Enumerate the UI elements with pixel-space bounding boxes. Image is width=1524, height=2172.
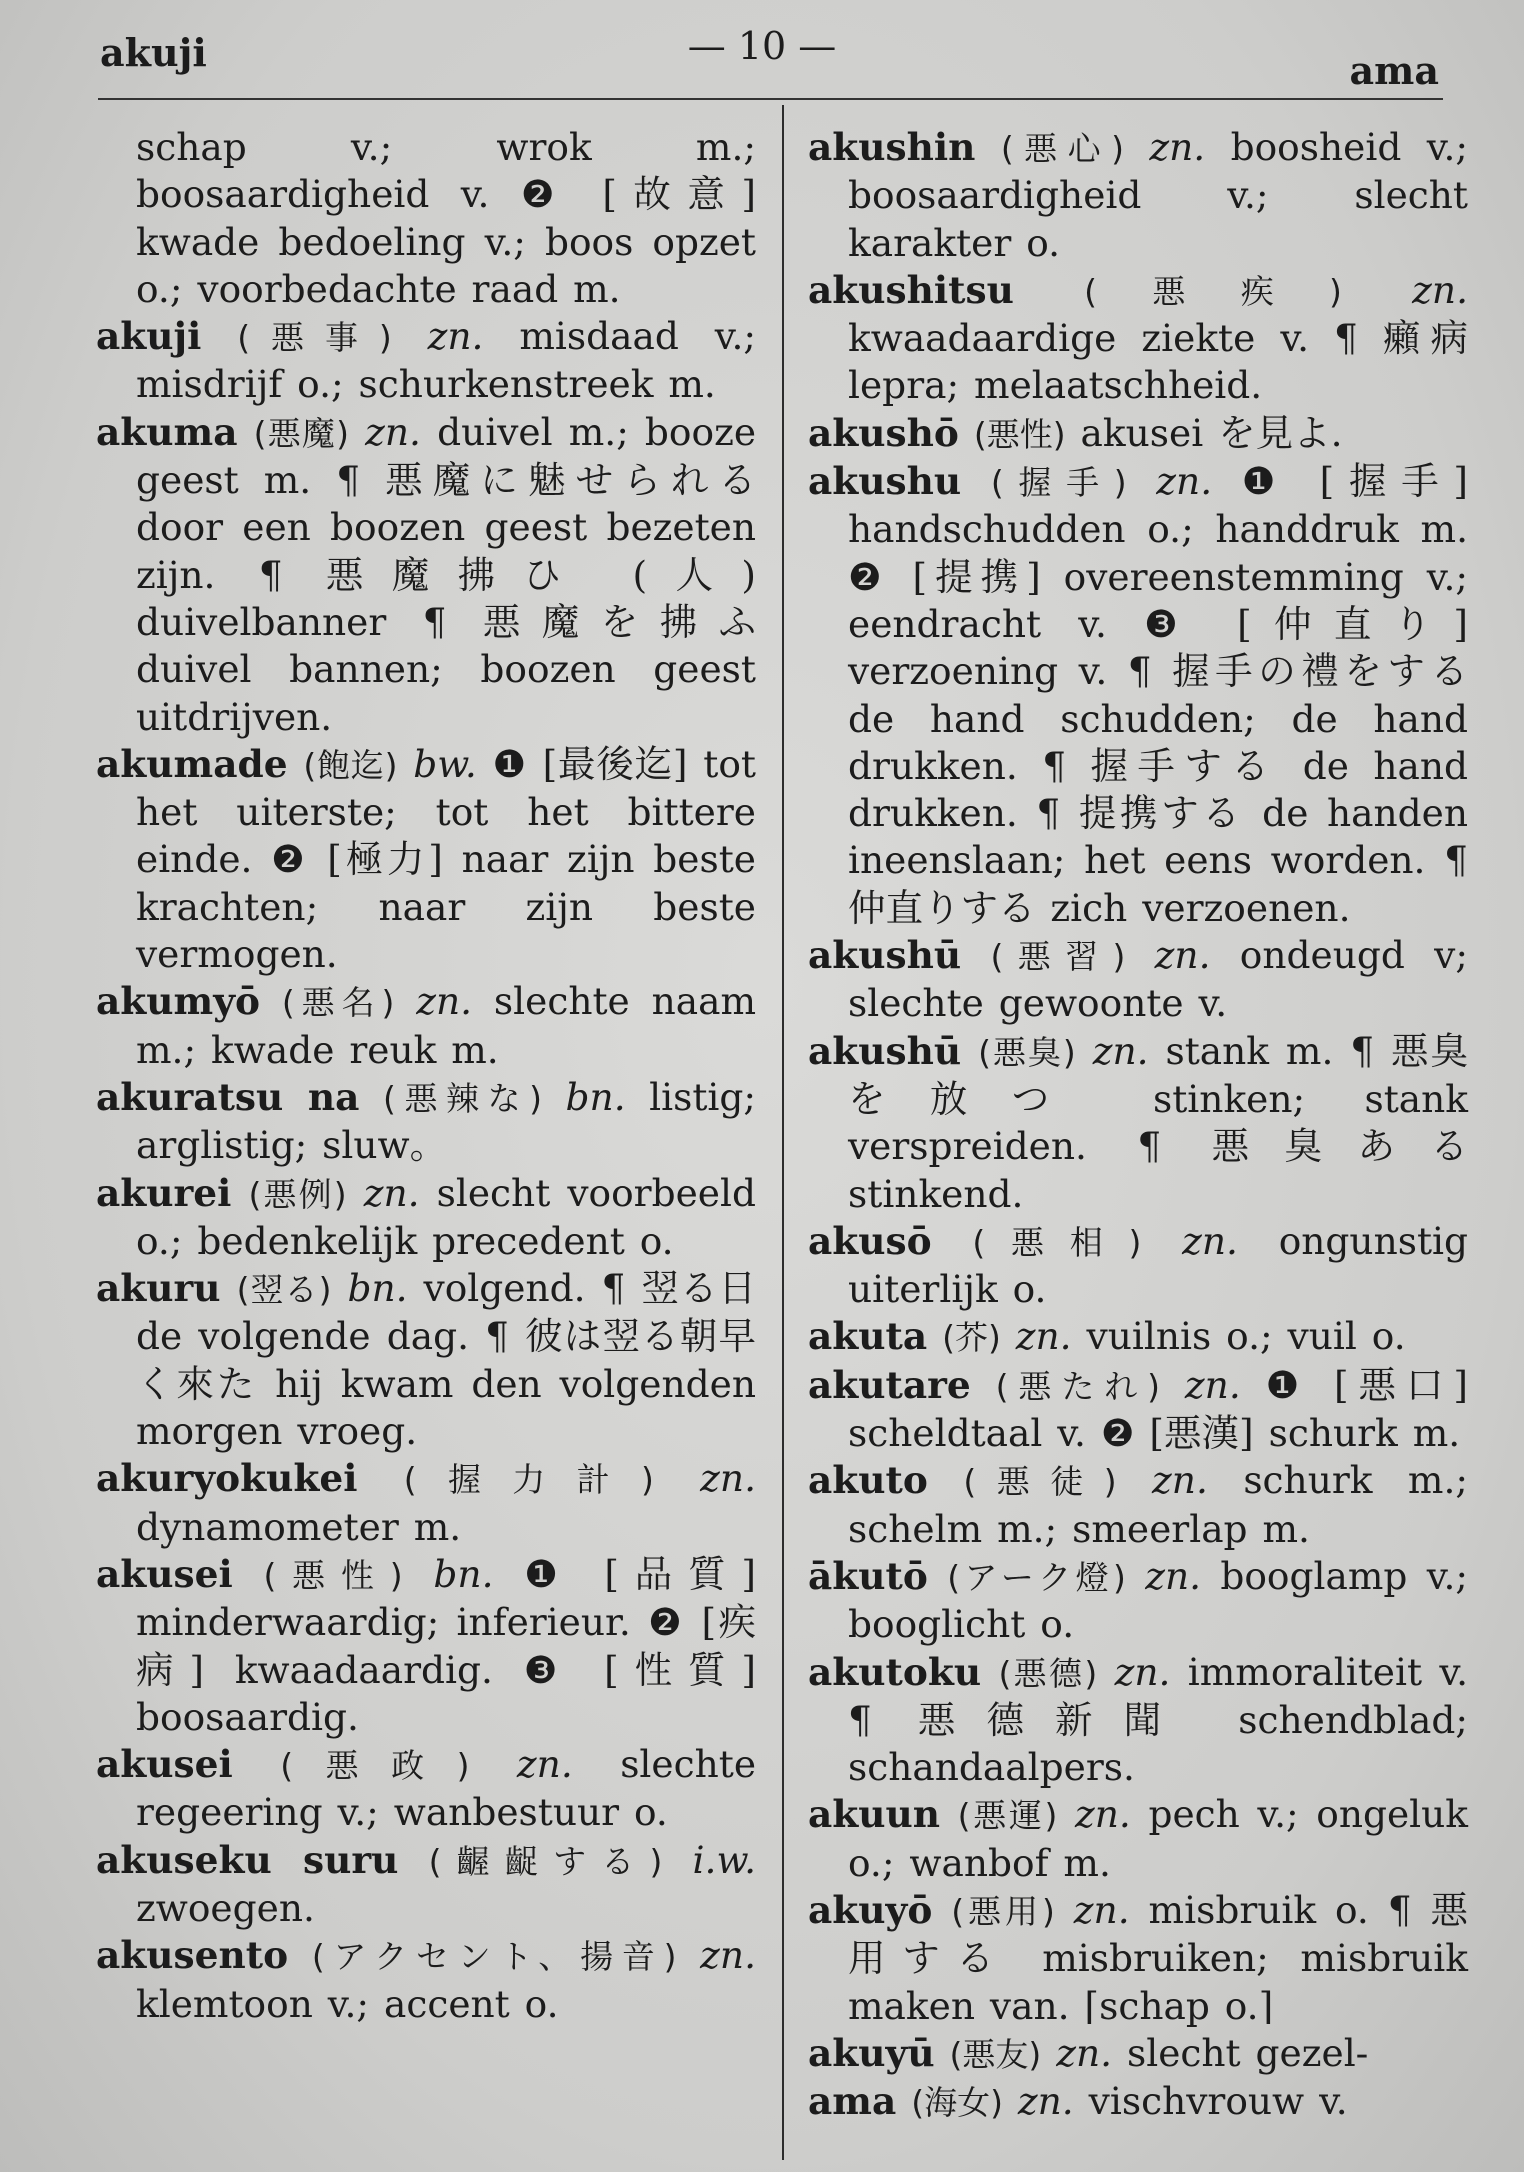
entry-definition: schap v.; wrok m.; boosaardigheid v. ❷ [故意] kwade bedoeling v.; boos opzet o.; voorbedachte raad m. <box>136 125 756 311</box>
entry-definition: duivel m.; booze geest m. ¶ 悪魔に魅せられる door een boozen geest bezeten zijn. ¶ 悪魔拂ひ (人) duivelbanner ¶ 悪魔を拂ふ duivel bannen; boozen geest uitdrijven. <box>136 409 757 739</box>
entry-definition: ❶ [最後迄] tot het uiterste; tot het bittere einde. ❷ [極力] naar zijn beste krachten; naar zijn beste vermogen. <box>136 741 756 977</box>
dictionary-entry <box>808 2030 1468 2078</box>
entry-headword: akumyō <box>96 979 261 1024</box>
entry-kanji: (アクセント、揚音) <box>311 1937 677 1977</box>
entry-part-of-speech: zn. <box>1056 2030 1113 2075</box>
dictionary-entry <box>96 313 756 409</box>
entry-part-of-speech: zn. <box>1152 1458 1208 1503</box>
entry-headword: akuun <box>808 1792 941 1837</box>
entry-kanji: (握手) <box>990 463 1127 503</box>
entry-headword: akuru <box>96 1266 221 1311</box>
dictionary-entry <box>808 1028 1468 1218</box>
dictionary-entry <box>96 1837 756 1933</box>
page-header <box>0 22 1524 92</box>
dictionary-entry <box>808 124 1468 267</box>
entry-part-of-speech: zn. <box>1114 1649 1171 1694</box>
entry-kanji: (悪政) <box>280 1746 470 1786</box>
dictionary-entry <box>96 1265 756 1455</box>
entry-headword: akumade <box>96 741 288 786</box>
entry-kanji: (悪事) <box>237 318 392 358</box>
dictionary-entry <box>808 410 1468 458</box>
entry-definition: ondeugd v; slechte gewoonte v. <box>848 933 1468 1026</box>
entry-definition: slechte regeering v.; wanbestuur o. <box>136 1742 757 1835</box>
entry-definition: boosheid v.; boosaardigheid v.; slecht karakter o. <box>848 125 1469 265</box>
entry-kanji: (悪運) <box>957 1796 1058 1836</box>
entry-kanji: (悪心) <box>1000 129 1124 168</box>
entry-part-of-speech: zn. <box>700 1933 756 1978</box>
entry-kanji: (悪相) <box>972 1222 1142 1262</box>
entry-definition: stank m. ¶ 悪臭を放つ stinken; stank verspreiden. ¶ 悪臭ある stinkend. <box>848 1028 1469 1216</box>
entry-kanji: (悪友) <box>949 2034 1042 2074</box>
entry-part-of-speech: zn. <box>516 1742 573 1787</box>
entry-definition: volgend. ¶ 翌る日 de volgende dag. ¶ 彼は翌る朝早く來た hij kwam den volgenden morgen vroeg. <box>136 1266 757 1454</box>
entry-kanji: (悪たれ) <box>995 1366 1161 1406</box>
entry-headword: akuyō <box>808 1887 933 1932</box>
entry-headword: ākutō <box>808 1553 928 1598</box>
header-left-guideword: akuji <box>100 30 207 75</box>
entry-definition: booglamp v.; booglicht o. <box>848 1553 1469 1647</box>
entry-kanji: (齷齪する) <box>428 1841 663 1881</box>
entry-kanji: (翌る) <box>236 1270 332 1310</box>
entry-headword: akusei <box>96 1742 233 1787</box>
entry-headword: akusei <box>96 1551 233 1596</box>
dictionary-entry <box>96 1932 756 2028</box>
dictionary-entry <box>96 1741 756 1837</box>
entry-kanji: (アーク燈) <box>947 1557 1126 1597</box>
entry-part-of-speech: zn. <box>427 314 484 359</box>
entry-part-of-speech: zn. <box>1017 2079 1074 2124</box>
entry-headword: akuma <box>96 409 238 454</box>
dictionary-entry <box>96 1455 756 1551</box>
entry-kanji: (握力計) <box>403 1460 654 1500</box>
entry-part-of-speech: zn. <box>1015 1314 1072 1359</box>
dictionary-entry <box>808 1218 1468 1314</box>
entry-kanji: (悪習) <box>990 937 1126 977</box>
entry-kanji: (悪性) <box>973 414 1066 454</box>
dictionary-entry <box>808 1362 1468 1458</box>
entry-kanji: (海女) <box>911 2083 1003 2123</box>
entry-definition: slecht voorbeeld o.; bedenkelijk precedent o. <box>136 1170 756 1263</box>
entry-headword: akusento <box>96 1933 289 1978</box>
entry-headword: akutare <box>808 1362 971 1407</box>
entry-headword: akutoku <box>808 1649 982 1694</box>
entry-part-of-speech: bn. <box>347 1266 408 1311</box>
entry-definition: dynamometer m. <box>136 1504 462 1549</box>
entry-part-of-speech: zn. <box>1154 933 1211 978</box>
entry-part-of-speech: zn. <box>416 979 473 1024</box>
entry-continuation <box>96 124 756 313</box>
dictionary-entry <box>808 1553 1468 1649</box>
entry-kanji: (悪疾) <box>1084 271 1342 311</box>
entry-headword: akushū <box>808 1028 962 1073</box>
dictionary-entry <box>96 741 756 978</box>
dictionary-entry <box>808 1791 1468 1887</box>
dictionary-entry <box>808 267 1468 410</box>
entry-definition: slecht gezel- <box>1126 2030 1369 2075</box>
entry-headword: akushu <box>808 459 962 504</box>
entry-kanji: (飽迄) <box>303 745 398 785</box>
page-number: — 10 — <box>687 24 837 68</box>
entry-kanji: (悪臭) <box>978 1032 1076 1072</box>
dictionary-entry <box>96 978 756 1074</box>
header-rule <box>98 98 1443 100</box>
entry-part-of-speech: zn. <box>1412 267 1469 312</box>
entry-part-of-speech: i.w. <box>692 1837 757 1882</box>
entry-part-of-speech: zn. <box>1156 459 1213 504</box>
entry-kanji: (悪辣な) <box>383 1078 543 1118</box>
entry-headword: akuyū <box>808 2030 935 2075</box>
entry-part-of-speech: zn. <box>1145 1553 1202 1598</box>
dictionary-entry <box>808 1649 1468 1792</box>
dictionary-entry <box>96 1170 756 1266</box>
entry-headword: ama <box>808 2079 897 2124</box>
entry-definition: ❶ [握手] handschudden o.; handdruk m. ❷ [提携] overeenstemming v.; eendracht v. ❸ [仲直り] verzoening v. ¶ 握手の禮をする de hand schudden; de hand drukken. ¶ 握手する de hand drukken. ¶ 提携する de handen ineenslaan; het eens worden. ¶ 仲直りする zich verzoenen. <box>848 459 1469 930</box>
dictionary-entry <box>96 409 756 741</box>
dictionary-entry <box>808 2078 1468 2126</box>
dictionary-entry <box>808 1457 1468 1553</box>
entry-part-of-speech: zn. <box>1149 125 1206 169</box>
entry-definition: ongunstig uiterlijk o. <box>848 1218 1469 1312</box>
entry-definition: slechte naam m.; kwade reuk m. <box>136 979 757 1072</box>
entry-definition: kwaadaardige ziekte v. ¶ 癩病 lepra; melaatschheid. <box>848 316 1468 408</box>
entry-definition: klemtoon v.; accent o. <box>136 1981 559 2026</box>
entry-headword: akuratsu na <box>96 1074 360 1119</box>
entry-kanji: (悪性) <box>263 1555 403 1595</box>
entry-definition: vischvrouw v. <box>1088 2079 1348 2124</box>
entry-part-of-speech: zn. <box>365 409 421 454</box>
entry-kanji: (悪魔) <box>253 413 349 453</box>
entry-kanji: (悪用) <box>951 1891 1055 1931</box>
entry-definition: ❶ [品質] minderwaardig; inferieur. ❷ [疾病] kwaadaardig. ❸ [性質] boosaardig. <box>136 1551 757 1739</box>
entry-part-of-speech: bw. <box>413 741 477 786</box>
entry-headword: akuta <box>808 1314 928 1359</box>
entry-part-of-speech: zn. <box>1073 1887 1130 1932</box>
entry-part-of-speech: zn. <box>1184 1362 1241 1407</box>
entry-headword: akushin <box>808 125 976 169</box>
entry-kanji: (芥) <box>942 1318 1001 1358</box>
entry-definition: ❶ [悪口] scheldtaal v. ❷ [悪漢] schurk m. <box>848 1362 1468 1456</box>
entry-definition: zwoegen. <box>136 1885 315 1930</box>
entry-definition: vuilnis o.; vuil o. <box>1086 1314 1406 1359</box>
right-column <box>808 124 1468 2126</box>
dictionary-entry <box>808 458 1468 932</box>
dictionary-entry <box>808 1887 1468 2030</box>
column-divider <box>782 105 784 2160</box>
dictionary-entry <box>96 1551 756 1741</box>
entry-definition: pech v.; ongeluk o.; wanbof m. <box>848 1792 1469 1885</box>
entry-definition: immoraliteit v. ¶ 悪德新聞 schendblad; schandaalpers. <box>848 1649 1468 1790</box>
dictionary-entry <box>808 1313 1468 1361</box>
entry-part-of-speech: zn. <box>700 1456 757 1501</box>
entry-headword: akushū <box>808 933 962 978</box>
entry-headword: akushitsu <box>808 267 1014 312</box>
entry-definition: listig; arglistig; sluw。 <box>136 1074 757 1168</box>
entry-definition: akusei を見よ. <box>1080 410 1343 455</box>
dictionary-entry <box>808 932 1468 1028</box>
dictionary-entry <box>96 1074 756 1170</box>
entry-part-of-speech: bn. <box>565 1074 626 1119</box>
entry-part-of-speech: zn. <box>363 1170 420 1215</box>
entry-headword: akushō <box>808 410 959 455</box>
header-right-guideword: ama <box>1349 48 1439 93</box>
entry-headword: akuji <box>96 314 202 359</box>
entry-headword: akuryokukei <box>96 1456 358 1501</box>
entry-headword: akuseku suru <box>96 1837 399 1882</box>
entry-kanji: (悪名) <box>281 983 395 1023</box>
entry-part-of-speech: bn. <box>433 1551 494 1596</box>
entry-kanji: (悪德) <box>998 1653 1098 1693</box>
entry-headword: akuto <box>808 1458 928 1503</box>
entry-kanji: (悪徒) <box>963 1462 1117 1502</box>
entry-kanji: (悪例) <box>248 1174 347 1214</box>
entry-headword: akurei <box>96 1170 232 1215</box>
entry-definition: misdaad v.; misdrijf o.; schurkenstreek m. <box>136 314 757 407</box>
entry-headword: akusō <box>808 1218 932 1263</box>
entry-definition: misbruik o. ¶ 悪用する misbruiken; misbruik maken van. ⌈schap o.⌉ <box>848 1887 1468 2028</box>
entry-part-of-speech: zn. <box>1075 1792 1131 1837</box>
left-column <box>96 124 756 2028</box>
entry-part-of-speech: zn. <box>1092 1028 1149 1073</box>
entry-part-of-speech: zn. <box>1182 1218 1238 1263</box>
entry-definition: schurk m.; schelm m.; smeerlap m. <box>848 1458 1469 1551</box>
